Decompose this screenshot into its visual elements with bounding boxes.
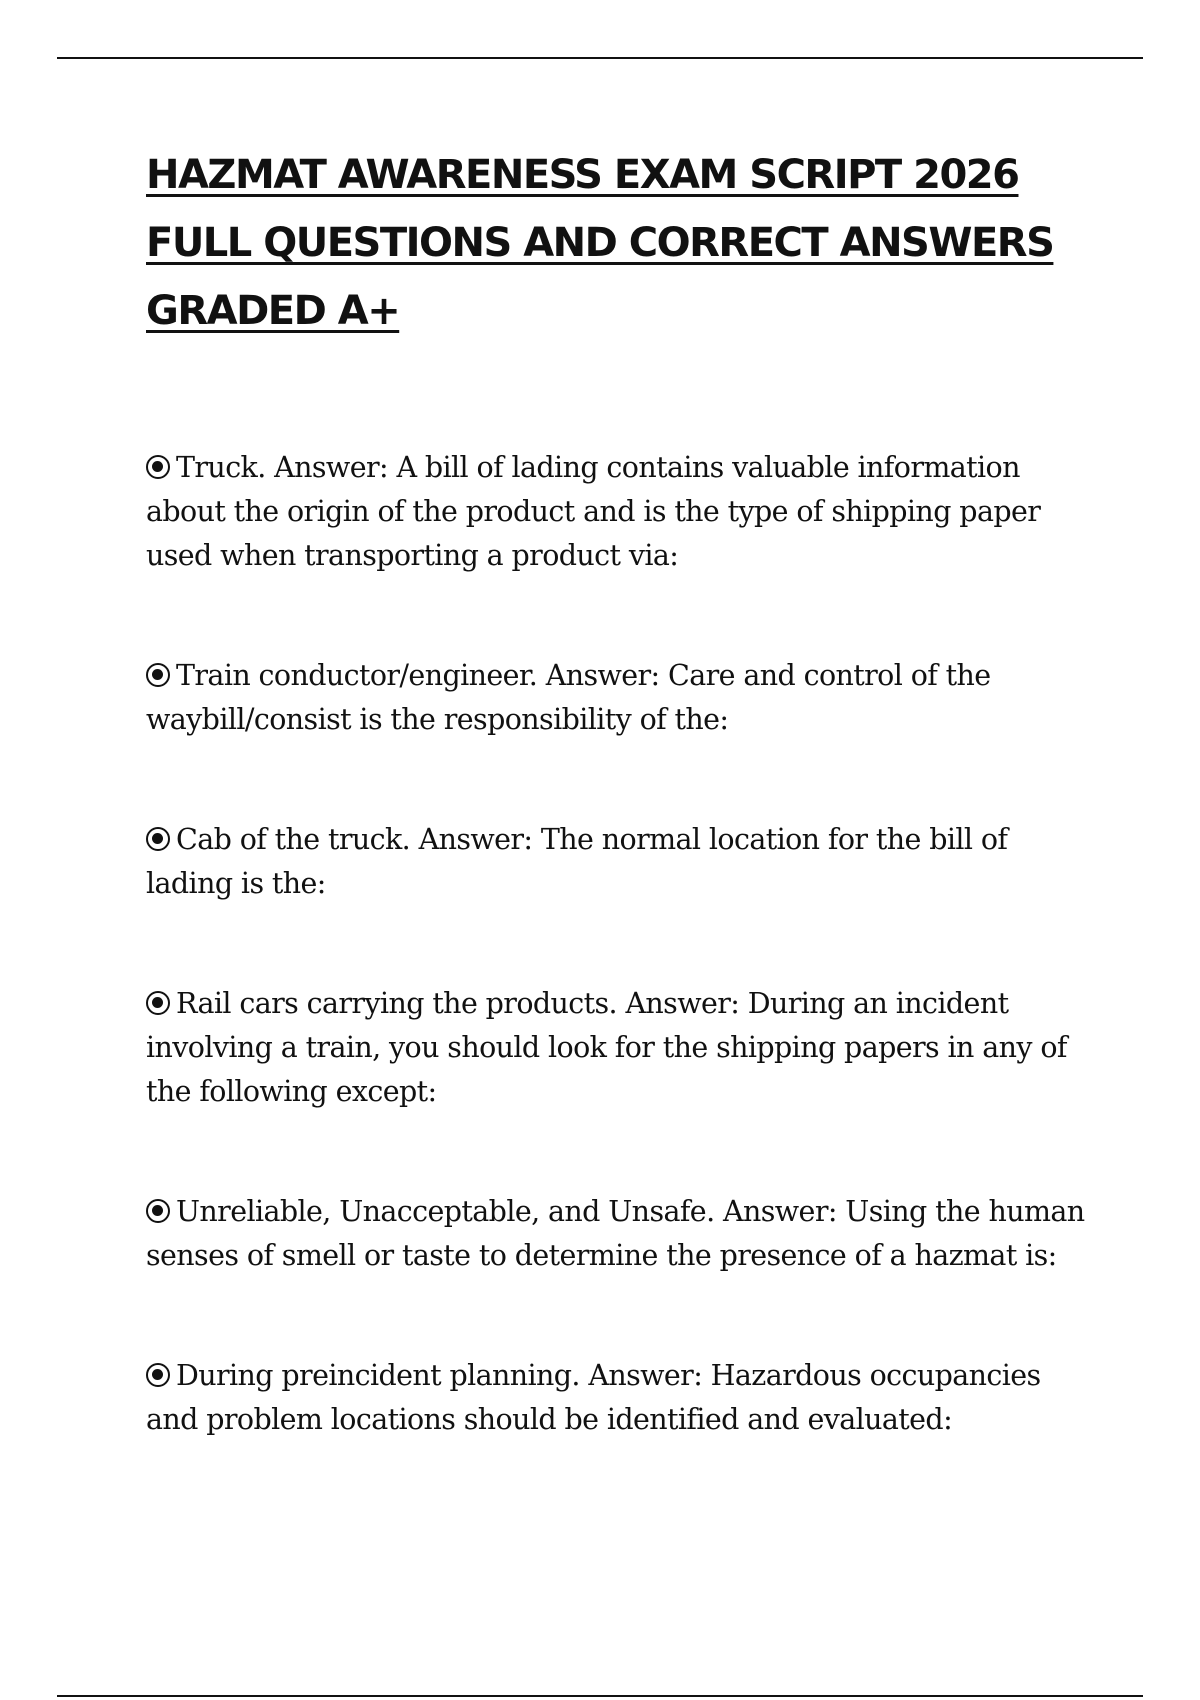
qa-item: [146, 818, 1096, 906]
top-rule: [57, 57, 1143, 59]
qa-item-text: Rail cars carrying the products. Answer: During an incident involving a train, you should look for the shipping papers in any of the following except:: [146, 987, 1067, 1108]
qa-item: [146, 654, 1096, 742]
title-line-3: GRADED A+: [146, 288, 400, 334]
qa-item-text: Train conductor/engineer. Answer: Care and control of the waybill/consist is the responsibility of the:: [146, 659, 991, 736]
radio-filled-icon: [146, 991, 170, 1015]
qa-item: [146, 1354, 1096, 1442]
qa-item: [146, 1190, 1096, 1278]
radio-filled-icon: [146, 1199, 170, 1223]
title-line-1: HAZMAT AWARENESS EXAM SCRIPT 2026: [146, 152, 1019, 198]
qa-item-text: During preincident planning. Answer: Hazardous occupancies and problem locations should be identified and evaluated:: [146, 1359, 1041, 1436]
qa-item-text: Cab of the truck. Answer: The normal location for the bill of lading is the:: [146, 823, 1008, 900]
radio-filled-icon: [146, 455, 170, 479]
qa-item-text: Truck. Answer: A bill of lading contains valuable information about the origin of the product and is the type of shipping paper used when transporting a product via:: [146, 451, 1041, 572]
bottom-rule: [57, 1695, 1143, 1697]
qa-item: [146, 446, 1096, 578]
radio-filled-icon: [146, 663, 170, 687]
radio-filled-icon: [146, 827, 170, 851]
qa-item: [146, 982, 1096, 1114]
page-title: [146, 141, 1106, 345]
qa-item-text: Unreliable, Unacceptable, and Unsafe. Answer: Using the human senses of smell or taste to determine the presence of a hazmat is:: [146, 1195, 1085, 1272]
title-line-2: FULL QUESTIONS AND CORRECT ANSWERS: [146, 220, 1054, 266]
radio-filled-icon: [146, 1363, 170, 1387]
